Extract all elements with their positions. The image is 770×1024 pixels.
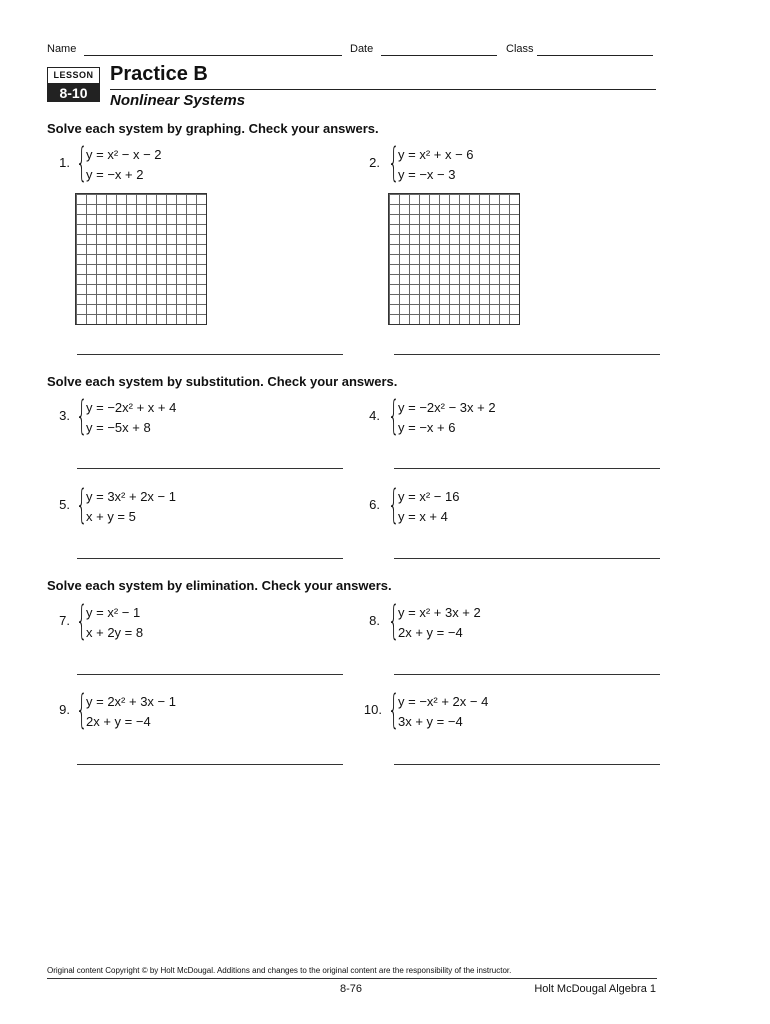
- problem-number: 6.: [369, 497, 380, 512]
- equation: y = x² − 1: [86, 605, 141, 620]
- answer-line[interactable]: [77, 674, 343, 675]
- equation: x + 2y = 8: [86, 625, 144, 640]
- system-brace: {: [388, 598, 400, 644]
- answer-line[interactable]: [394, 354, 660, 355]
- page-number: 8-76: [340, 983, 363, 995]
- equation: y = −x + 6: [398, 420, 456, 435]
- problem-number: 7.: [59, 613, 70, 628]
- system-brace: {: [76, 598, 88, 644]
- equation: y = x² + x − 6: [398, 147, 474, 162]
- lesson-number: 8-10: [47, 84, 100, 102]
- name-label: Name: [47, 43, 77, 55]
- copyright-notice: Original content Copyright © by Holt McDougal. Additions and changes to the original content are the responsibility of the instructor.: [47, 966, 512, 975]
- equation: y = x² + 3x + 2: [398, 605, 481, 620]
- page-title: Practice B: [110, 63, 208, 85]
- equation: y = −x + 2: [86, 167, 144, 182]
- section-elimination-heading: Solve each system by elimination. Check your answers.: [47, 578, 392, 593]
- equation: 2x + y = −4: [398, 625, 463, 640]
- answer-line[interactable]: [394, 468, 660, 469]
- equation: y = 3x² + 2x − 1: [86, 489, 176, 504]
- problem-number: 3.: [59, 408, 70, 423]
- problem-number: 4.: [369, 408, 380, 423]
- equation: y = −x − 3: [398, 167, 456, 182]
- equation: y = x² − 16: [398, 489, 460, 504]
- equation: y = −2x² + x + 4: [86, 400, 177, 415]
- date-label: Date: [350, 43, 374, 55]
- answer-line[interactable]: [77, 558, 343, 559]
- problem-number: 8.: [369, 613, 380, 628]
- lesson-label: LESSON: [47, 67, 100, 84]
- system-brace: {: [388, 687, 400, 733]
- system-brace: {: [388, 393, 400, 439]
- page-subtitle: Nonlinear Systems: [110, 92, 246, 109]
- section-substitution-heading: Solve each system by substitution. Check your answers.: [47, 374, 398, 389]
- problem-number: 5.: [59, 497, 70, 512]
- class-field-line[interactable]: [537, 55, 653, 56]
- problem-number: 10.: [363, 702, 382, 717]
- equation: x + y = 5: [86, 509, 136, 524]
- system-brace: {: [388, 140, 400, 186]
- date-field-line[interactable]: [381, 55, 497, 56]
- book-title: Holt McDougal Algebra 1: [534, 983, 656, 995]
- graph-grid[interactable]: [388, 193, 520, 325]
- section-graphing-heading: Solve each system by graphing. Check your answers.: [47, 121, 379, 136]
- equation: y = −x² + 2x − 4: [398, 694, 489, 709]
- system-brace: {: [76, 687, 88, 733]
- equation: y = −5x + 8: [86, 420, 151, 435]
- problem-number: 1.: [59, 155, 70, 170]
- system-brace: {: [76, 140, 88, 186]
- problem-number: 9.: [59, 702, 70, 717]
- equation: y = x² − x − 2: [86, 147, 162, 162]
- answer-line[interactable]: [394, 674, 660, 675]
- answer-line[interactable]: [77, 468, 343, 469]
- system-brace: {: [388, 482, 400, 528]
- equation: y = 2x² + 3x − 1: [86, 694, 176, 709]
- answer-line[interactable]: [77, 354, 343, 355]
- system-brace: {: [76, 482, 88, 528]
- problem-number: 2.: [369, 155, 380, 170]
- answer-line[interactable]: [394, 764, 660, 765]
- name-field-line[interactable]: [84, 55, 342, 56]
- equation: y = −2x² − 3x + 2: [398, 400, 496, 415]
- footer-divider: [47, 978, 657, 979]
- equation: y = x + 4: [398, 509, 448, 524]
- graph-grid[interactable]: [75, 193, 207, 325]
- answer-line[interactable]: [394, 558, 660, 559]
- system-brace: {: [76, 393, 88, 439]
- answer-line[interactable]: [77, 764, 343, 765]
- class-label: Class: [506, 43, 534, 55]
- title-divider: [110, 89, 656, 90]
- equation: 2x + y = −4: [86, 714, 151, 729]
- equation: 3x + y = −4: [398, 714, 463, 729]
